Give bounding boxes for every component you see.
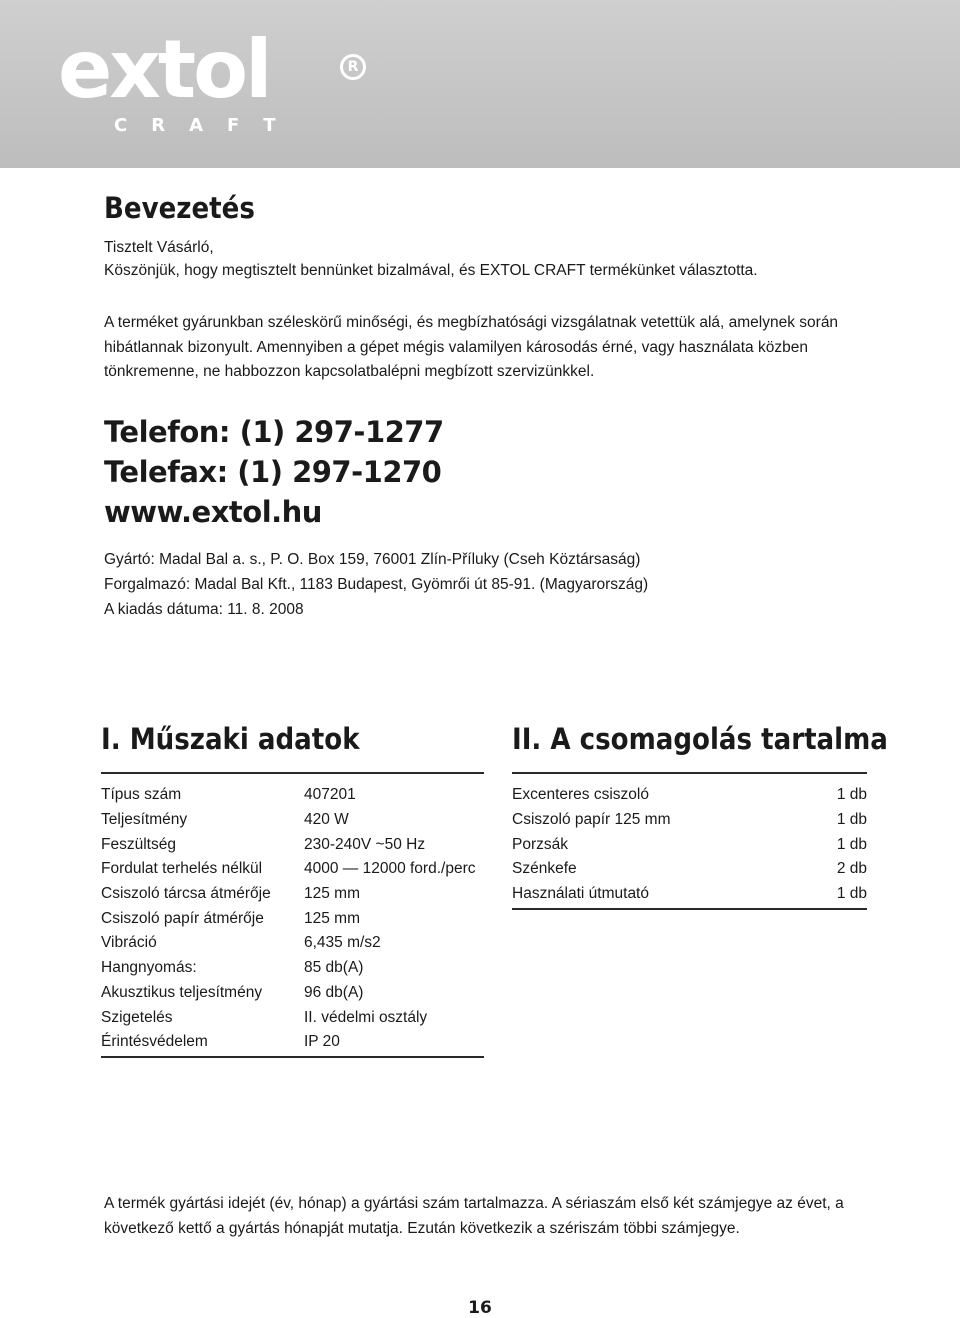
spec-label: Csiszoló papír átmérője — [101, 909, 264, 927]
spec-row — [101, 783, 475, 808]
spec-row — [101, 1030, 475, 1055]
package-item: Szénkefe — [512, 860, 577, 878]
intro-paragraph — [104, 311, 874, 385]
package-top-rule — [512, 772, 867, 774]
package-row — [512, 832, 867, 857]
specs-top-rule — [101, 772, 484, 774]
issue-date: A kiadás dátuma: 11. 8. 2008 — [104, 601, 304, 618]
spec-label: Feszültség — [101, 835, 176, 853]
spec-row — [101, 882, 475, 907]
package-table — [512, 783, 867, 906]
spec-row — [101, 906, 475, 931]
spec-value: 85 db(A) — [304, 959, 364, 977]
spec-row — [101, 1005, 475, 1030]
thanks-line: Köszönjük, hogy megtisztelt bennünket bizalmával, és EXTOL CRAFT termékünket választotta. — [104, 262, 758, 279]
spec-row — [101, 956, 475, 981]
package-qty: 2 db — [836, 860, 867, 878]
package-item: Csiszoló papír 125 mm — [512, 811, 671, 829]
contact-block — [104, 412, 444, 532]
registered-mark-icon: R — [340, 54, 366, 80]
package-row — [512, 783, 867, 808]
spec-value: 96 db(A) — [304, 983, 364, 1001]
spec-value: 230-240V ~50 Hz — [304, 835, 426, 853]
package-bottom-rule — [512, 908, 867, 910]
website-url: www.extol.hu — [104, 495, 322, 529]
fax-number: Telefax: (1) 297-1270 — [104, 455, 442, 489]
spec-value: IP 20 — [304, 1033, 340, 1051]
extol-craft-logo — [58, 23, 368, 144]
spec-value: 407201 — [304, 786, 356, 804]
spec-value: 4000 — 12000 ford./perc — [304, 860, 476, 878]
page-number: 16 — [468, 1298, 492, 1318]
logo-wordmark: extol — [58, 23, 270, 116]
manufacturer-line: Gyártó: Madal Bal a. s., P. O. Box 159, 76001 Zlín-Příluky (Cseh Köztársaság) — [104, 551, 641, 568]
phone-number: Telefon: (1) 297-1277 — [104, 415, 444, 449]
package-item: Excenteres csiszoló — [512, 786, 649, 804]
maker-block — [104, 547, 904, 622]
package-item: Porzsák — [512, 835, 568, 853]
package-qty: 1 db — [836, 885, 867, 903]
distributor-line: Forgalmazó: Madal Bal Kft., 1183 Budapest, Gyömrői út 85-91. (Magyarország) — [104, 576, 649, 593]
package-item: Használati útmutató — [512, 885, 649, 903]
intro-text — [104, 236, 874, 282]
package-row — [512, 808, 867, 833]
spec-value: 125 mm — [304, 885, 360, 903]
specs-table — [101, 783, 475, 1055]
spec-value: 420 W — [304, 811, 349, 829]
spec-row — [101, 808, 475, 833]
spec-label: Vibráció — [101, 934, 157, 952]
logo-subtitle: CRAFT — [114, 115, 300, 136]
spec-label: Érintésvédelem — [101, 1033, 208, 1051]
package-row — [512, 882, 867, 907]
spec-row — [101, 857, 475, 882]
specs-bottom-rule — [101, 1056, 484, 1058]
spec-label: Típus szám — [101, 786, 182, 804]
package-qty: 1 db — [836, 786, 867, 804]
spec-value: 125 mm — [304, 909, 360, 927]
spec-label: Akusztikus teljesítmény — [101, 983, 263, 1001]
intro-title: Bevezetés — [104, 191, 255, 225]
spec-label: Csiszoló tárcsa átmérője — [101, 885, 271, 903]
spec-value: II. védelmi osztály — [304, 1008, 428, 1026]
spec-row — [101, 931, 475, 956]
spec-value: 6,435 m/s2 — [304, 934, 381, 952]
package-title: II. A csomagolás tartalma — [512, 722, 888, 756]
spec-row — [101, 832, 475, 857]
specs-title: I. Műszaki adatok — [101, 722, 360, 756]
spec-label: Fordulat terhelés nélkül — [101, 860, 263, 878]
package-row — [512, 857, 867, 882]
package-qty: 1 db — [836, 835, 867, 853]
intro-paragraph-text: A terméket gyárunkban széleskörű minőségi, és megbízhatósági vizsgálatnak vetettük alá, amelynek során hibátlannak bizonyult. Amennyiben a gépet mégis valamilyen károsodás érné, vagy használata közben tönkremenne, ne habbozzon kapcsolatbalépni megbízott szervizünkkel. — [104, 314, 839, 380]
greeting: Tisztelt Vásárló, — [104, 239, 214, 256]
spec-label: Szigetelés — [101, 1008, 173, 1026]
spec-label: Hangnyomás: — [101, 959, 197, 977]
spec-label: Teljesítmény — [101, 811, 188, 829]
package-qty: 1 db — [836, 811, 867, 829]
serial-number-note: A termék gyártási idejét (év, hónap) a gyártási szám tartalmazza. A sériaszám első két számjegye az évet, a következő kettő a gyártás hónapját mutatja. Ezután következik a szériszám többi számjegye. — [104, 1195, 844, 1237]
spec-row — [101, 981, 475, 1006]
brand-header — [0, 0, 960, 168]
